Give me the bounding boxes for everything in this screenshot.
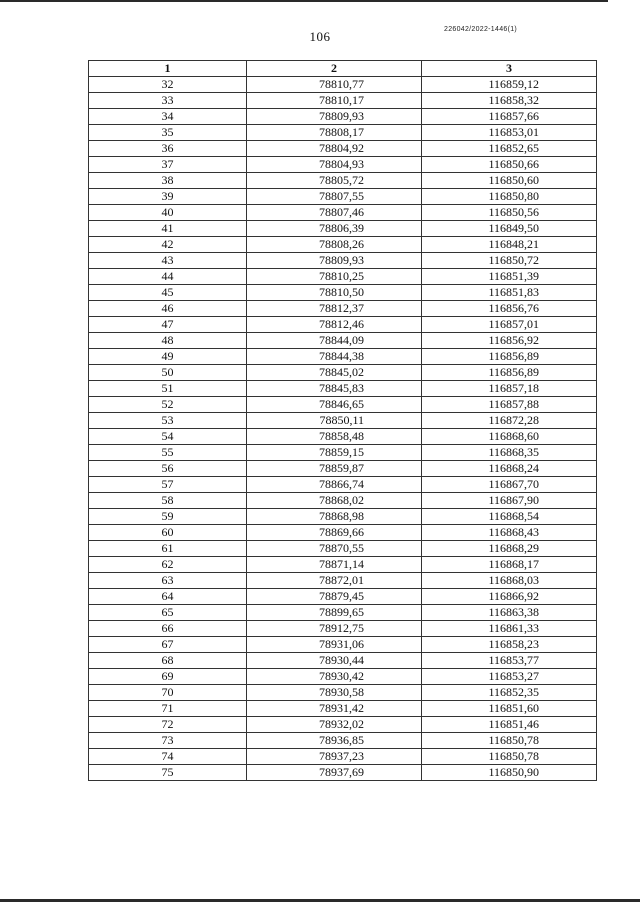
cell-x-coordinate: 78899,65 xyxy=(247,605,422,621)
cell-y-coordinate: 116851,46 xyxy=(422,717,597,733)
cell-y-coordinate: 116857,01 xyxy=(422,317,597,333)
cell-y-coordinate: 116850,60 xyxy=(422,173,597,189)
cell-y-coordinate: 116856,89 xyxy=(422,365,597,381)
table-row xyxy=(89,733,597,749)
cell-x-coordinate: 78807,46 xyxy=(247,205,422,221)
cell-x-coordinate: 78868,02 xyxy=(247,493,422,509)
table-row xyxy=(89,397,597,413)
cell-x-coordinate: 78872,01 xyxy=(247,573,422,589)
cell-point-number: 52 xyxy=(89,397,247,413)
cell-y-coordinate: 116868,17 xyxy=(422,557,597,573)
cell-point-number: 40 xyxy=(89,205,247,221)
cell-point-number: 62 xyxy=(89,557,247,573)
table-row xyxy=(89,429,597,445)
table-row xyxy=(89,125,597,141)
cell-point-number: 33 xyxy=(89,93,247,109)
table-row xyxy=(89,493,597,509)
cell-y-coordinate: 116856,89 xyxy=(422,349,597,365)
column-header-y: 3 xyxy=(422,61,597,77)
table-row xyxy=(89,157,597,173)
cell-point-number: 68 xyxy=(89,653,247,669)
cell-y-coordinate: 116858,32 xyxy=(422,93,597,109)
cell-point-number: 56 xyxy=(89,461,247,477)
cell-x-coordinate: 78868,98 xyxy=(247,509,422,525)
cell-point-number: 54 xyxy=(89,429,247,445)
cell-y-coordinate: 116868,54 xyxy=(422,509,597,525)
cell-y-coordinate: 116851,83 xyxy=(422,285,597,301)
cell-x-coordinate: 78879,45 xyxy=(247,589,422,605)
cell-point-number: 73 xyxy=(89,733,247,749)
cell-y-coordinate: 116850,80 xyxy=(422,189,597,205)
cell-x-coordinate: 78810,25 xyxy=(247,269,422,285)
cell-point-number: 72 xyxy=(89,717,247,733)
cell-x-coordinate: 78812,46 xyxy=(247,317,422,333)
cell-y-coordinate: 116850,66 xyxy=(422,157,597,173)
cell-y-coordinate: 116868,03 xyxy=(422,573,597,589)
table-row xyxy=(89,173,597,189)
cell-x-coordinate: 78844,38 xyxy=(247,349,422,365)
page-number: 106 xyxy=(309,29,331,44)
cell-x-coordinate: 78804,93 xyxy=(247,157,422,173)
cell-y-coordinate: 116853,01 xyxy=(422,125,597,141)
cell-x-coordinate: 78930,42 xyxy=(247,669,422,685)
table-row xyxy=(89,221,597,237)
cell-y-coordinate: 116856,92 xyxy=(422,333,597,349)
cell-x-coordinate: 78809,93 xyxy=(247,253,422,269)
table-row xyxy=(89,573,597,589)
cell-point-number: 71 xyxy=(89,701,247,717)
table-row xyxy=(89,749,597,765)
cell-point-number: 43 xyxy=(89,253,247,269)
cell-y-coordinate: 116852,65 xyxy=(422,141,597,157)
cell-x-coordinate: 78937,23 xyxy=(247,749,422,765)
cell-y-coordinate: 116857,18 xyxy=(422,381,597,397)
cell-x-coordinate: 78804,92 xyxy=(247,141,422,157)
column-header-x: 2 xyxy=(247,61,422,77)
cell-point-number: 32 xyxy=(89,77,247,93)
table-row xyxy=(89,189,597,205)
cell-y-coordinate: 116853,27 xyxy=(422,669,597,685)
table-row xyxy=(89,605,597,621)
cell-point-number: 38 xyxy=(89,173,247,189)
cell-y-coordinate: 116859,12 xyxy=(422,77,597,93)
cell-x-coordinate: 78932,02 xyxy=(247,717,422,733)
table-header-row xyxy=(89,61,597,77)
table-row xyxy=(89,109,597,125)
table-row xyxy=(89,237,597,253)
table-row xyxy=(89,461,597,477)
table-row xyxy=(89,653,597,669)
cell-point-number: 47 xyxy=(89,317,247,333)
table-row xyxy=(89,509,597,525)
cell-y-coordinate: 116857,66 xyxy=(422,109,597,125)
table-row xyxy=(89,685,597,701)
table-row xyxy=(89,333,597,349)
table-row xyxy=(89,269,597,285)
cell-point-number: 34 xyxy=(89,109,247,125)
cell-x-coordinate: 78936,85 xyxy=(247,733,422,749)
cell-point-number: 53 xyxy=(89,413,247,429)
cell-x-coordinate: 78931,42 xyxy=(247,701,422,717)
cell-y-coordinate: 116868,35 xyxy=(422,445,597,461)
table-row xyxy=(89,637,597,653)
cell-point-number: 58 xyxy=(89,493,247,509)
cell-x-coordinate: 78808,17 xyxy=(247,125,422,141)
cell-point-number: 65 xyxy=(89,605,247,621)
cell-x-coordinate: 78871,14 xyxy=(247,557,422,573)
cell-point-number: 49 xyxy=(89,349,247,365)
cell-x-coordinate: 78812,37 xyxy=(247,301,422,317)
cell-x-coordinate: 78806,39 xyxy=(247,221,422,237)
cell-y-coordinate: 116868,24 xyxy=(422,461,597,477)
cell-y-coordinate: 116850,56 xyxy=(422,205,597,221)
table-row xyxy=(89,349,597,365)
cell-x-coordinate: 78930,58 xyxy=(247,685,422,701)
cell-y-coordinate: 116850,78 xyxy=(422,749,597,765)
cell-point-number: 48 xyxy=(89,333,247,349)
cell-y-coordinate: 116851,39 xyxy=(422,269,597,285)
cell-x-coordinate: 78844,09 xyxy=(247,333,422,349)
table-row xyxy=(89,621,597,637)
cell-x-coordinate: 78859,15 xyxy=(247,445,422,461)
table-row xyxy=(89,301,597,317)
cell-point-number: 69 xyxy=(89,669,247,685)
cell-y-coordinate: 116849,50 xyxy=(422,221,597,237)
table-row xyxy=(89,525,597,541)
cell-y-coordinate: 116850,78 xyxy=(422,733,597,749)
cell-point-number: 39 xyxy=(89,189,247,205)
table-row xyxy=(89,669,597,685)
cell-y-coordinate: 116857,88 xyxy=(422,397,597,413)
cell-y-coordinate: 116867,70 xyxy=(422,477,597,493)
cell-x-coordinate: 78866,74 xyxy=(247,477,422,493)
table-row xyxy=(89,205,597,221)
cell-x-coordinate: 78937,69 xyxy=(247,765,422,781)
table-row xyxy=(89,381,597,397)
table-row xyxy=(89,589,597,605)
top-border-line xyxy=(0,0,608,2)
cell-x-coordinate: 78810,77 xyxy=(247,77,422,93)
cell-x-coordinate: 78859,87 xyxy=(247,461,422,477)
cell-y-coordinate: 116851,60 xyxy=(422,701,597,717)
bottom-border-line xyxy=(0,899,640,902)
table-row xyxy=(89,445,597,461)
cell-x-coordinate: 78845,83 xyxy=(247,381,422,397)
cell-x-coordinate: 78869,66 xyxy=(247,525,422,541)
cell-y-coordinate: 116868,60 xyxy=(422,429,597,445)
cell-x-coordinate: 78808,26 xyxy=(247,237,422,253)
cell-point-number: 35 xyxy=(89,125,247,141)
table-row xyxy=(89,701,597,717)
cell-y-coordinate: 116861,33 xyxy=(422,621,597,637)
column-header-point-number: 1 xyxy=(89,61,247,77)
cell-x-coordinate: 78845,02 xyxy=(247,365,422,381)
cell-x-coordinate: 78870,55 xyxy=(247,541,422,557)
cell-point-number: 44 xyxy=(89,269,247,285)
table-row xyxy=(89,765,597,781)
cell-x-coordinate: 78810,50 xyxy=(247,285,422,301)
cell-point-number: 66 xyxy=(89,621,247,637)
table-row xyxy=(89,317,597,333)
table-row xyxy=(89,477,597,493)
table-row xyxy=(89,285,597,301)
table-row xyxy=(89,365,597,381)
cell-point-number: 42 xyxy=(89,237,247,253)
cell-y-coordinate: 116866,92 xyxy=(422,589,597,605)
cell-point-number: 57 xyxy=(89,477,247,493)
cell-x-coordinate: 78846,65 xyxy=(247,397,422,413)
cell-point-number: 36 xyxy=(89,141,247,157)
table-row xyxy=(89,541,597,557)
cell-point-number: 51 xyxy=(89,381,247,397)
table-row xyxy=(89,141,597,157)
cell-y-coordinate: 116850,72 xyxy=(422,253,597,269)
table-row xyxy=(89,93,597,109)
cell-point-number: 63 xyxy=(89,573,247,589)
cell-point-number: 75 xyxy=(89,765,247,781)
cell-x-coordinate: 78912,75 xyxy=(247,621,422,637)
cell-y-coordinate: 116858,23 xyxy=(422,637,597,653)
cell-x-coordinate: 78809,93 xyxy=(247,109,422,125)
cell-point-number: 50 xyxy=(89,365,247,381)
cell-point-number: 59 xyxy=(89,509,247,525)
cell-x-coordinate: 78931,06 xyxy=(247,637,422,653)
cell-point-number: 61 xyxy=(89,541,247,557)
cell-point-number: 37 xyxy=(89,157,247,173)
cell-x-coordinate: 78858,48 xyxy=(247,429,422,445)
cell-x-coordinate: 78805,72 xyxy=(247,173,422,189)
cell-x-coordinate: 78807,55 xyxy=(247,189,422,205)
table-body xyxy=(89,77,597,781)
document-reference: 226042/2022-1446(1) xyxy=(444,26,518,33)
cell-y-coordinate: 116872,28 xyxy=(422,413,597,429)
cell-point-number: 45 xyxy=(89,285,247,301)
cell-point-number: 46 xyxy=(89,301,247,317)
cell-point-number: 60 xyxy=(89,525,247,541)
table-row xyxy=(89,253,597,269)
cell-y-coordinate: 116856,76 xyxy=(422,301,597,317)
cell-x-coordinate: 78930,44 xyxy=(247,653,422,669)
cell-point-number: 74 xyxy=(89,749,247,765)
cell-point-number: 41 xyxy=(89,221,247,237)
table-row xyxy=(89,413,597,429)
cell-x-coordinate: 78810,17 xyxy=(247,93,422,109)
table-row xyxy=(89,557,597,573)
table-row xyxy=(89,77,597,93)
cell-y-coordinate: 116850,90 xyxy=(422,765,597,781)
cell-y-coordinate: 116852,35 xyxy=(422,685,597,701)
cell-point-number: 55 xyxy=(89,445,247,461)
cell-point-number: 70 xyxy=(89,685,247,701)
cell-y-coordinate: 116848,21 xyxy=(422,237,597,253)
table-row xyxy=(89,717,597,733)
coordinates-table xyxy=(88,60,597,781)
cell-y-coordinate: 116868,29 xyxy=(422,541,597,557)
cell-y-coordinate: 116867,90 xyxy=(422,493,597,509)
cell-x-coordinate: 78850,11 xyxy=(247,413,422,429)
cell-y-coordinate: 116863,38 xyxy=(422,605,597,621)
cell-point-number: 67 xyxy=(89,637,247,653)
cell-y-coordinate: 116868,43 xyxy=(422,525,597,541)
cell-y-coordinate: 116853,77 xyxy=(422,653,597,669)
cell-point-number: 64 xyxy=(89,589,247,605)
